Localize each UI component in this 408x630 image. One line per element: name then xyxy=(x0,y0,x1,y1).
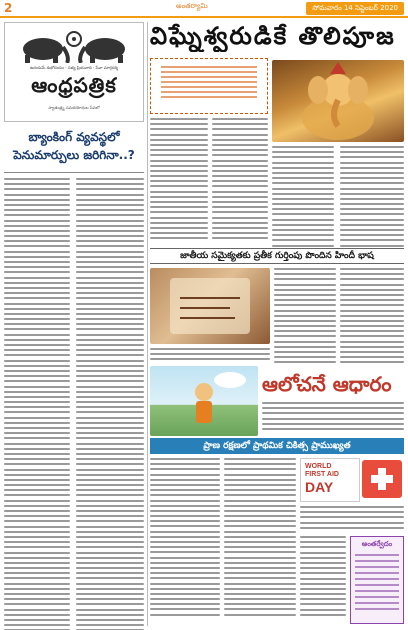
masthead-subtitle: స్వాతంత్ర్య సమరయోధుల సేవలో xyxy=(48,105,100,110)
hindi-body-col1 xyxy=(274,268,336,367)
advert-title: అంతర్వేదం xyxy=(361,540,393,548)
hindi-headline: జాతీయ సమైక్యతకు ప్రతీక గుర్తింపు పొందిన హిందీ భాష xyxy=(150,248,404,264)
first-aid-body-col4 xyxy=(300,536,346,619)
thought-illustration xyxy=(150,366,258,436)
page-number: 2 xyxy=(4,1,13,15)
ganesha-body-col3 xyxy=(272,146,334,250)
first-aid-body-col3 xyxy=(300,506,404,532)
thought-body xyxy=(262,402,404,433)
first-aid-headline: ప్రాణ రక్షణలో ప్రాథమిక చికిత్స ప్రాముఖ్యత xyxy=(150,438,404,454)
masthead xyxy=(4,22,144,122)
ganesha-body-col2 xyxy=(212,118,268,243)
graphic-line-2: FIRST AID xyxy=(305,471,339,478)
page-header xyxy=(0,0,408,18)
advert-box xyxy=(350,536,404,624)
masthead-motto: ఉదయమే శుభోదయం · సత్య ప్రియవాది · సేవా మార్గదర్శి xyxy=(29,65,119,70)
banking-body-col1 xyxy=(4,178,70,630)
column-divider xyxy=(147,22,148,626)
ganesha-body-col4 xyxy=(340,146,404,250)
first-aid-kit-icon xyxy=(362,460,402,498)
first-aid-body-col2 xyxy=(224,458,296,619)
ganesha-body-col1 xyxy=(150,118,208,243)
newspaper-name: ఆంధ్రపత్రిక xyxy=(31,73,117,97)
ganesha-photo xyxy=(272,60,404,142)
graphic-line-3: DAY xyxy=(305,479,334,495)
poem-box xyxy=(150,58,268,114)
graphic-line-1: WORLD xyxy=(305,463,332,470)
thought-headline: ఆలోచనే ఆధారం xyxy=(262,372,392,396)
section-label: అంతర్యామి xyxy=(176,2,208,10)
first-aid-body-col1 xyxy=(150,458,220,619)
elephant-emblem-icon xyxy=(15,27,133,63)
banking-headline: బ్యాంకింగ్ వ్యవస్థలో పెనుమార్పులు జరిగినా..? xyxy=(13,130,135,162)
divider xyxy=(4,172,144,173)
hindi-body-col2 xyxy=(340,268,404,367)
date-badge: సోమవారం 14 సెప్టెంబర్ 2020 xyxy=(306,2,404,15)
hindi-body-col3 xyxy=(150,348,270,364)
hindi-illustration xyxy=(150,268,270,344)
banking-body-col2 xyxy=(76,178,144,630)
first-aid-day-graphic xyxy=(300,458,360,502)
ganesha-headline: విఘ్నేశ్వరుడికే తొలిపూజ xyxy=(150,22,396,50)
